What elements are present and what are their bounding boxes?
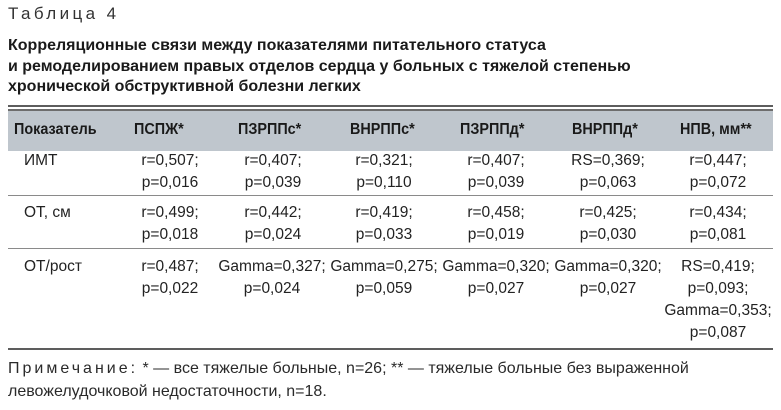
table-cell: r=0,434; p=0,081 [689,204,747,243]
table-cell: r=0,321; p=0,110 [355,152,413,191]
table-header-row [8,109,773,151]
table-cell: Gamma=0,320; p=0,027 [442,258,550,297]
table-bottom-rule [8,348,773,350]
column-header-pzrppd: ПЗРППд* [460,121,525,138]
table-number-label: Таблица 4 [8,4,120,23]
table-cell: r=0,487; p=0,022 [141,258,199,297]
column-header-pspzh: ПСПЖ* [134,121,184,138]
column-header-vnrpps: ВНРППс* [350,121,415,138]
column-header-npv: НПВ, мм** [680,121,752,138]
table-cell: r=0,447; p=0,072 [689,152,747,191]
note-line: левожелудочковой недостаточности, n=18. [8,382,327,400]
title-line: и ремоделированием правых отделов сердца у больных с тяжелой степенью [8,57,631,75]
column-header-pzrpps: ПЗРППс* [238,121,302,138]
column-header-indicator: Показатель [14,121,97,138]
table-cell: RS=0,369; p=0,063 [571,152,645,191]
row-separator [8,248,773,249]
table-cell: Gamma=0,327; p=0,024 [218,258,326,297]
table-title [8,36,778,98]
table-cell: r=0,419; p=0,033 [355,204,413,243]
row-name-ot-rost: ОТ/рост [24,258,82,275]
note-prefix: Примечание: [8,360,139,377]
table-cell: r=0,442; p=0,024 [244,204,302,243]
table-top-rule [8,105,773,107]
table-note [8,358,781,403]
table-cell: r=0,407; p=0,039 [467,152,525,191]
title-line: хронической обструктивной болезни легких [8,78,361,95]
column-header-vnrppd: ВНРППд* [572,121,638,138]
table-cell: RS=0,419; p=0,093; Gamma=0,353; p=0,087 [664,258,772,341]
note-text: * — все тяжелые больные, n=26; ** — тяжелые больные без выраженной [138,360,689,377]
table-cell: Gamma=0,320; p=0,027 [554,258,662,297]
table-cell: Gamma=0,275; p=0,059 [330,258,438,297]
correlation-table [8,105,773,351]
table-cell: r=0,507; p=0,016 [141,152,199,191]
table-cell: r=0,499; p=0,018 [141,204,199,243]
row-separator [8,195,773,196]
table-cell: r=0,407; p=0,039 [244,152,302,191]
title-line: Корреляционные связи между показателями питательного статуса [8,37,546,54]
row-name-ot: ОТ, см [24,204,71,221]
note-line [8,358,781,381]
table-cell: r=0,458; p=0,019 [467,204,525,243]
table-cell: r=0,425; p=0,030 [579,204,637,243]
row-name-imt: ИМТ [24,152,58,169]
